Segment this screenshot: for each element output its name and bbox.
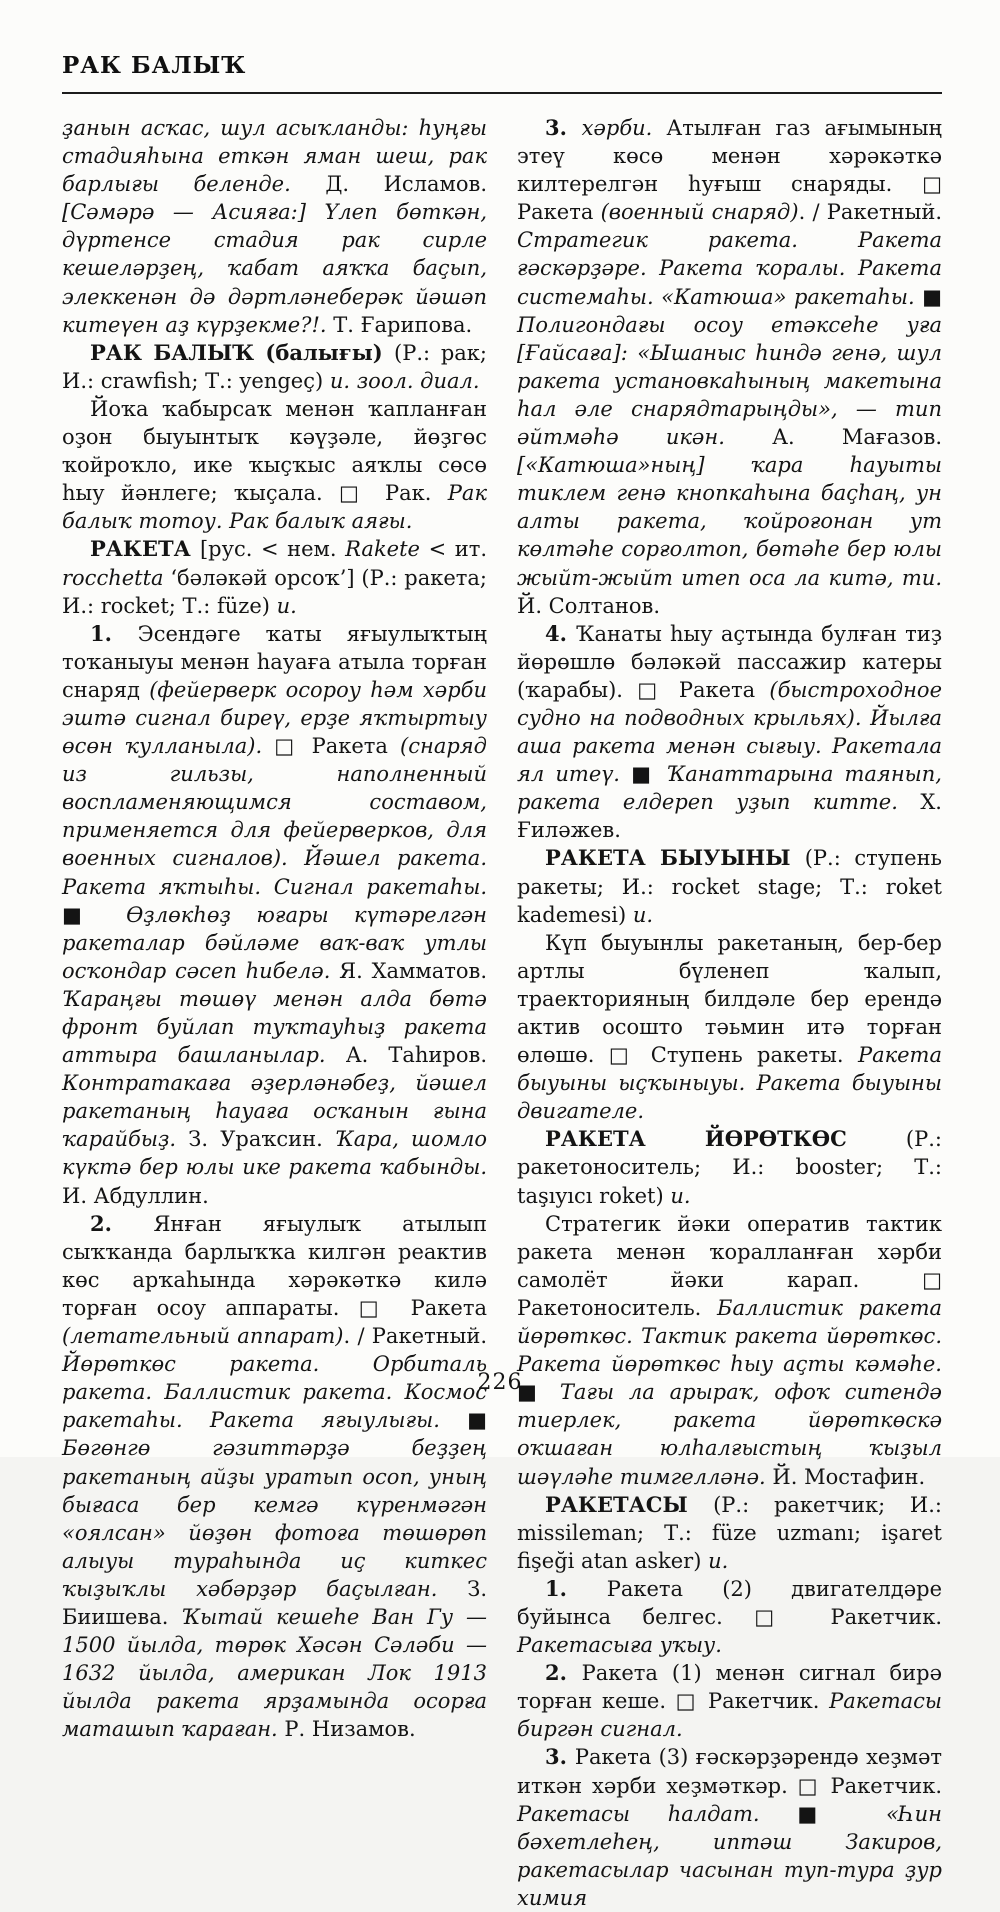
text-run-i: Ракета быуыны ыҫҡыныуы. Ракета быуыны двигателе. [517,1043,942,1124]
text-run-i: «Һин бәхетлеһең, иптәш Закиров, ракетасылар часынан туп-тура ҙур химия [517,1801,942,1910]
text-run-n: Й. Солтанов. [517,593,660,618]
text-run-i: Өҙлөкһөҙ юғары күтәрелгән ракеталар бәйләме ваҡ-ваҡ утлы осҡондар сәсеп һибелә. [62,902,487,983]
text-run-n: А. Мағазов. [772,425,942,450]
text-run-b: 4. [545,620,576,646]
raketasy-sense-2 [517,1659,942,1743]
text-run-b: 1. [90,620,138,646]
text-run-i: и. [670,1183,691,1208]
continuation-citation [62,114,487,339]
text-run-i: Ҡанаттарына таянып, ракета елдереп уҙып китте. [517,762,942,815]
right-column [517,114,942,1912]
text-run-n: ■ [631,762,667,787]
text-run-i: Бөгөнгө гәзиттәрҙә беҙҙең ракетаның айҙы уратып осоп, уның бығаса бер кемгә күренмәгән «оялсан» йөҙөн фотоға төшөрөп алыуы тураһында иҫ киткес ҡыҙыҡлы хәбәрҙәр баҫылған. [62,1436,487,1601]
text-run-i: Полигондағы осоу етәксеһе уға [Ғайсаға]: «Ышаныс һиндә генә, шул ракета установкаһының макетына һал әле снарядтарыңды», — тип әйтмәһә икән. [517,312,942,450]
text-run-b: РАКЕТА ЙӨРӨТКӨС [545,1126,906,1152]
definition-raketa-byuyny [517,929,942,1126]
text-run-i: Ҡара, шомло күктә бер юлы ике ракета ҡабынды. [62,1127,488,1180]
text-run-n: Д. Исламов. [325,172,487,197]
text-run-b: 3. [545,115,582,140]
text-run-n: ■ [922,284,942,309]
text-run-n: Янған яғыулыҡ атылып сыҡҡанда барлыҡҡа килгән реактив көс арҡаһында хәрәкәткә килә торған осоу аппараты. □ Ракета [62,1211,488,1320]
text-run-n: Стратегик йәки оператив тактик ракета менән ҡоралланған хәрби самолёт йәки карап. □ Ракетоноситель. [517,1211,942,1320]
text-run-i: (быстроходное судно на подводных крыльях). Йылға аша ракета менән сығыу. Ракетала ял итеү. [517,677,942,787]
definition-rak-balyk [62,395,487,535]
text-run-n: Я. Хамматов. [339,958,487,983]
raketa-sense-4 [517,620,942,845]
text-run-b: РАКЕТАСЫ [545,1491,714,1517]
text-run-n: ■ [467,1408,487,1433]
text-run-b: РАК БАЛЫҠ (балығы) [90,339,395,365]
text-run-n: Ракета (3) ғәскәрҙәрендә хеҙмәт иткән хәрби хеҙмәткәр. □ Ракетчик. [517,1745,942,1798]
entry-raketa-yorotkos [517,1125,942,1209]
text-run-b: РАКЕТА [90,536,200,562]
text-run-i: (снаряд из гильзы, наполненный воспламеняющимся составом, применяется для фейерверков, для военных сигналов). Йәшел ракета. Ракета яҡтыһы. Сигнал ракетаһы. [62,734,487,899]
text-run-n: И. Абдуллин. [62,1183,209,1208]
text-run-n: ■ [517,1380,560,1405]
text-run-i: Ҡытай кешеһе Ван Гу — 1500 йылда, төрөк Хәсән Сәләби — 1632 йылда, американ Лок 1913 йылда ракета ярҙамында осорға маташып ҡараған. [62,1604,488,1742]
raketasy-sense-1 [517,1575,942,1659]
text-run-n: (Р.: рак; И.: crawfish; Т.: yengeç) [62,340,487,393]
text-run-n: ■ [797,1801,887,1826]
text-run-n: ‘бәләкәй орсоҡ’] (Р.: ракета; И.: rocket; Т.: füze) [62,565,487,618]
text-run-i: Ракетасы биргән сигнал. [517,1689,942,1742]
text-run-n: [рус. < нем. [199,537,346,562]
text-run-i: (военный снаряд) [600,200,799,225]
text-run-n: Атылған газ ағымының этеү көсө менән хәрәкәткә килтерелгән һуғыш снаряды. □ Ракета [517,116,942,225]
text-run-n: Ракета (2) двигателдәре буйынса белгес. □ Ракетчик. [517,1576,943,1629]
text-run-n: Эсендәге ҡаты яғыулыҡтың тоҡаныуы менән һауаға атыла торған снаряд [62,621,487,702]
text-run-n: З. Биишева. [62,1576,487,1629]
text-run-n: (Р.: ступень ракеты; И.: rocket stage; Т.: roket kademesi) [517,846,942,927]
text-run-i: Баллистик ракета йөрөткөс. Тактик ракета йөрөткөс. Ракета йөрөткөс һыу аҫты кәмәһе. [517,1295,942,1377]
text-run-b: РАКЕТА БЫУЫНЫ [545,845,805,871]
text-run-b: 3. [545,1744,575,1770]
left-column [62,114,487,1912]
text-run-i: Ракетасыға уҡыу. [517,1633,722,1658]
text-run-n: Т. Ғарипова. [333,312,473,337]
definition-raketa-yorotkos [517,1210,942,1491]
text-run-n: А. Таһиров. [345,1043,487,1068]
text-columns [62,114,942,1912]
entry-raketa [62,535,487,619]
raketa-sense-1 [62,620,487,1210]
text-run-i: rocchetta [62,565,171,590]
text-run-n: Йоҡа ҡабырсаҡ менән ҡапланған оҙон быуынтыҡ кәүҙәле, йөҙгөс ҡойроҡло, ике ҡыҫҡыс аяҡлы сөсө һыу йәнлеге; ҡыҫала. □ Рак. [62,396,487,506]
raketasy-sense-3 [517,1743,942,1912]
entry-raketa-byuyny [517,844,942,928]
text-run-n: Күп быуынлы ракетаның, бер-бер артлы бүленеп ҡалып, траекторияның билдәле бер ерендә актив осошто тәьмин итә торған өлөшө. □ Ступень ракеты. [517,930,942,1068]
page-footer [0,1370,1000,1395]
text-run-n: < ит. [428,537,488,562]
text-run-b: 2. [90,1210,154,1236]
raketa-sense-3 [517,114,942,620]
text-run-i: Контратакаға әҙерләнәбеҙ, йәшел ракетаның һауаға осҡанын ғына ҡарайбыҙ. [62,1071,487,1152]
text-run-i: ҙанын асҡас, шул асыҡланды: һуңғы стадияһына еткән яман шеш, рак барлығы беленде. [62,116,487,197]
text-run-i: Rakete [345,537,429,562]
header-rule [62,92,942,94]
text-run-i: Стратегик ракета. Ракета ғәскәрҙәре. Ракета ҡоралы. Ракета системаһы. «Катюша» ракетаһы. [517,228,942,309]
text-run-n: Ракета (1) менән сигнал бирә торған кеше. □ Ракетчик. [517,1661,943,1714]
entry-raketasy [517,1491,942,1575]
text-run-i: и. [276,593,297,618]
text-run-n: Х. Ғиләжев. [517,790,942,843]
text-run-n: ■ [62,902,127,927]
text-run-i: и. [708,1548,729,1573]
text-run-n: (Р.: ракетоноситель; И.: booster; Т.: taşıyıcı roket) [517,1127,942,1208]
text-run-i: (летательный аппарат) [62,1324,344,1349]
text-run-n: Ҡанаты һыу аҫтында булған тиҙ йөрөшлө бәләкәй пассажир катеры (ҡарабы). □ Ракета [517,621,942,702]
text-run-n: Й. Мостафин. [772,1464,926,1489]
entry-rak-balyk [62,339,487,395]
text-run-n: Р. Низамов. [284,1717,416,1742]
text-run-i: Йөрөткөс ракета. Орбиталь ракета. Баллистик ракета. Космос ракетаһы. Ракета яғыулығы. [62,1352,487,1433]
text-run-i: и. зоол. диал. [329,368,480,393]
text-run-n: (Р.: ракетчик; И.: missileman; Т.: füze uzmanı; işaret fişeği atan asker) [517,1492,942,1573]
text-run-b: 1. [545,1575,607,1601]
text-run-n: З. Ураҡсин. [188,1127,335,1152]
text-run-i: хәрби. [581,116,667,140]
text-run-n: □ Ракета [274,734,401,759]
text-run-i: [«Катюша»ның] ҡара һауыты тиклем генә кнопкаһына баҫһаң, ун алты ракета, ҡойроғонан ут көлтәһе сорғолтоп, бөтәһе бер юлы жыйт-жыйт итеп оса ла китә, ти. [517,453,942,590]
page-header [62,52,942,94]
text-run-i: Ракетасы һалдат. [517,1801,798,1826]
text-run-b: 2. [545,1660,582,1686]
text-run-i: Рак балыҡ тотоу. Рак балыҡ аяғы. [62,481,487,534]
running-head: РАК БАЛЫҠ [62,52,247,79]
text-run-n: . / Ракетный. [343,1324,487,1349]
text-run-i: [Сәмәрә — Асияға:] Үлеп бөткән, дүртенсе стадия рак сирле кешеләрҙең, ҡабат аяҡҡа баҫып, элеккенән дә дәртләнеберәк йәшәп китеүен аҙ күрҙекме?!. [62,200,487,337]
text-run-n: . / Ракетный. [798,200,942,225]
raketa-sense-2 [62,1210,487,1744]
page-number: 226 [477,1370,523,1395]
text-run-i: Тағы ла арыраҡ, офоҡ ситендә тиерлек, ракета йөрөткөскә оҡшаған юлһалғыстың ҡыҙыл шәүләһе тимгелләнә. [517,1380,942,1489]
text-run-i: и. [632,902,654,927]
text-run-i: (фейерверк осороу һәм хәрби эштә сигнал биреү, ерҙе яҡтыртыу өсөн ҡулланыла). [62,677,487,759]
text-run-i: Ҡараңғы төшөү менән алда бөтә фронт буйлап туҡтауһыҙ ракета аттыра башланылар. [62,986,487,1068]
